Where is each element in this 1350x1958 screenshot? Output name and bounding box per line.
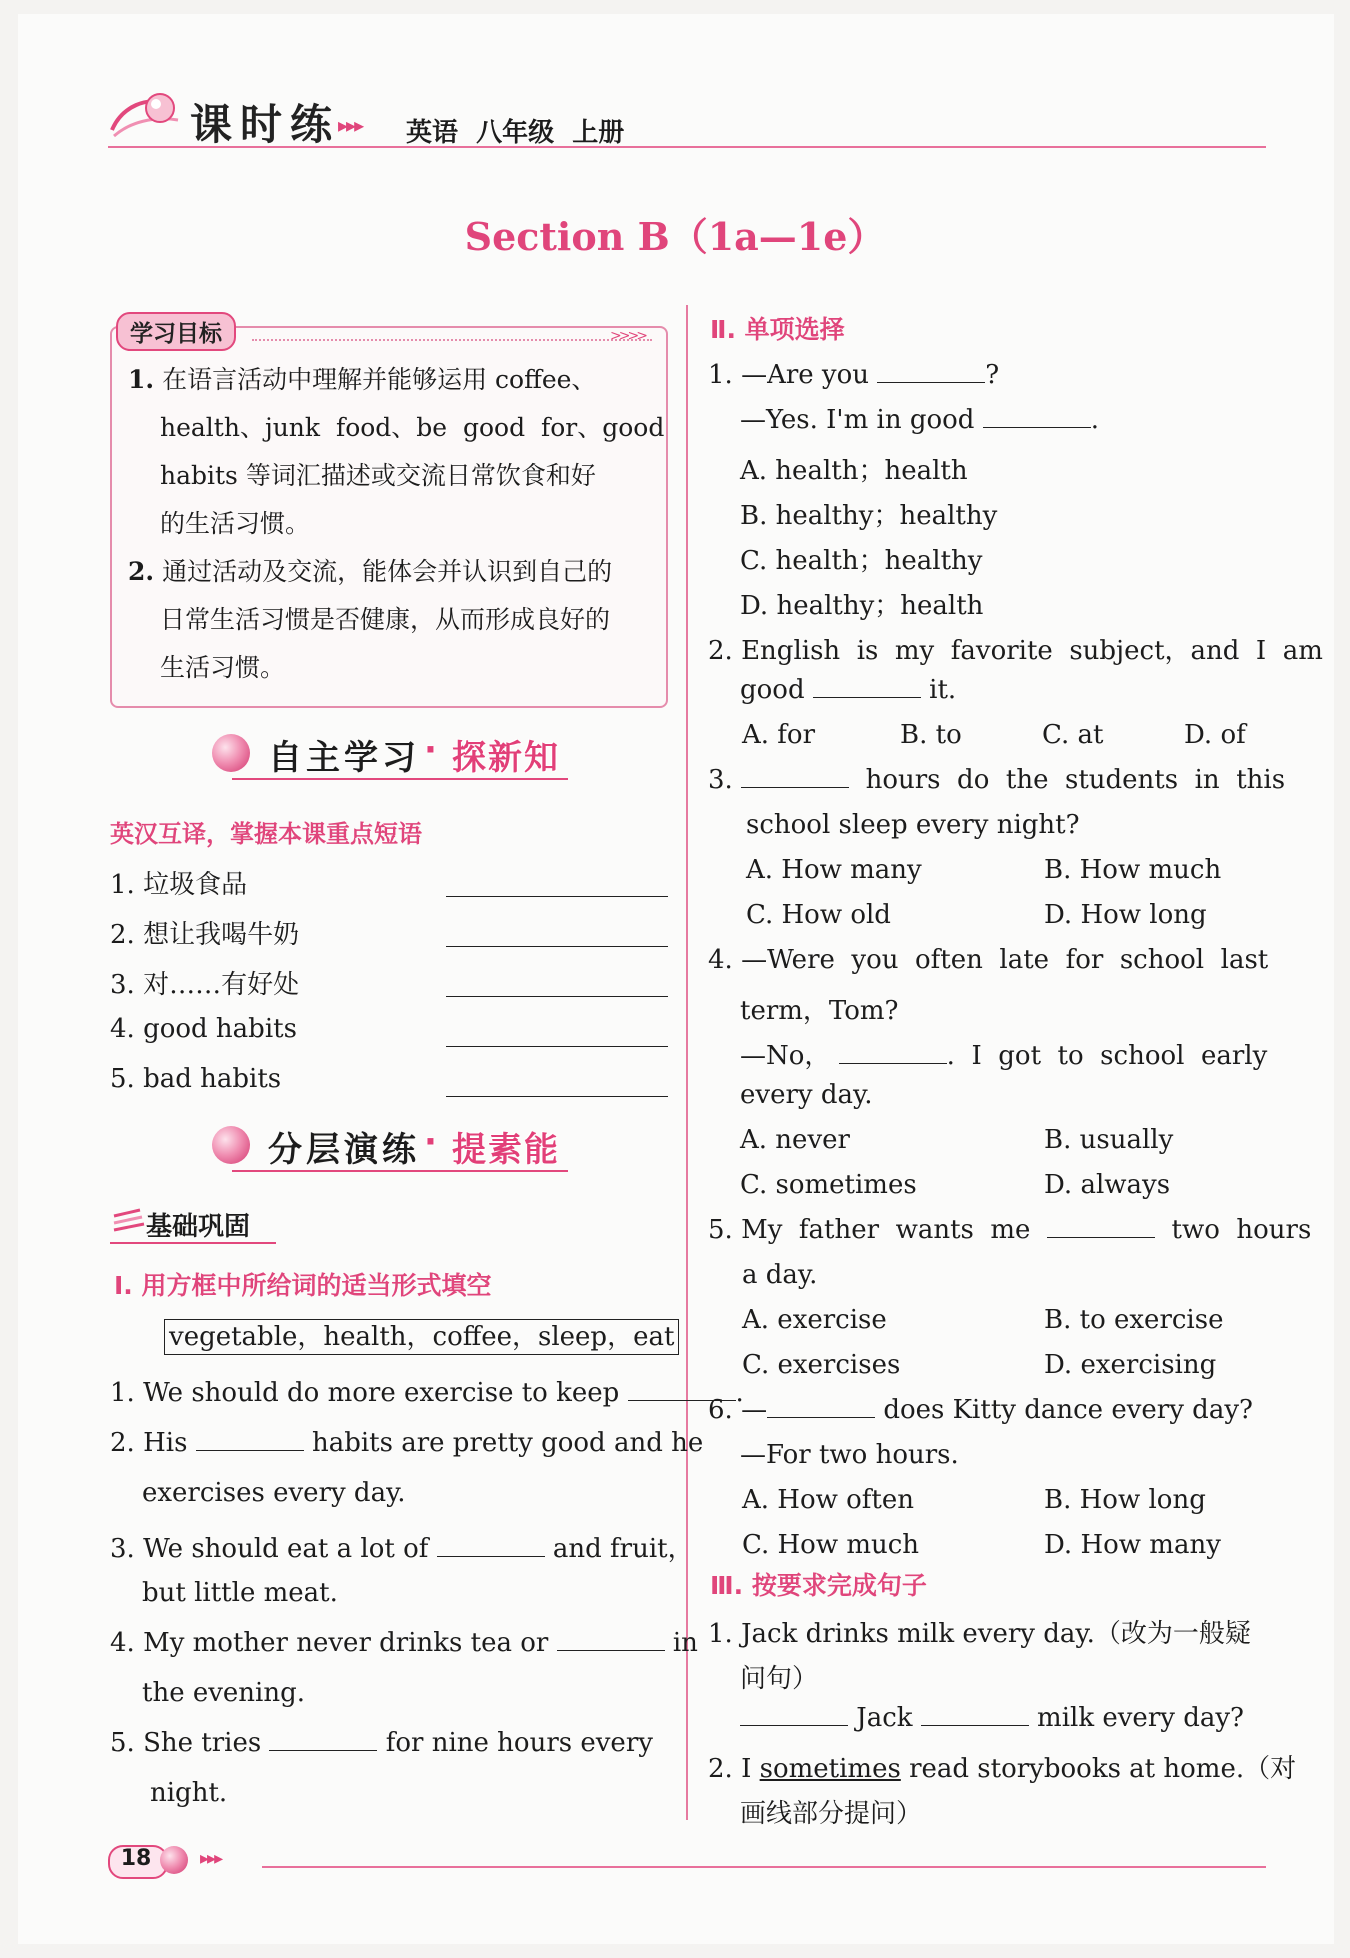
part3-question-2: 2. I sometimes read storybooks at home.（对 <box>708 1754 1297 1784</box>
option[interactable]: D. of <box>1184 720 1246 750</box>
header-subject: 英语 八年级 上册 <box>406 118 625 148</box>
option[interactable]: B. How much <box>1044 855 1222 885</box>
banner1-accent: 探新知 <box>452 738 560 778</box>
part2-question-6: 6. — does Kitty dance every day? <box>708 1395 1253 1425</box>
answer-blank[interactable] <box>813 696 921 698</box>
footer-arrows: ▸▸▸ <box>200 1848 222 1869</box>
header-title: 课时练 <box>190 100 341 149</box>
part3-heading: Ⅲ. 按要求完成句子 <box>710 1571 927 1600</box>
book-stack-icon <box>112 1206 146 1236</box>
part2-question-2-line2: good it. <box>740 675 957 705</box>
option[interactable]: C. How much <box>742 1530 920 1560</box>
word-box: vegetable，health，coffee，sleep，eat <box>164 1319 679 1355</box>
part1-question-3: 3. We should eat a lot of and fruit， <box>110 1534 694 1564</box>
objective-line: habits 等词汇描述或交流日常饮食和好 <box>160 461 596 490</box>
header-logo-icon <box>108 86 188 142</box>
part1-question-2-cont: exercises every day. <box>142 1478 406 1508</box>
part2-question-6-line2: —For two hours. <box>740 1440 959 1470</box>
option[interactable]: C. at <box>1042 720 1104 750</box>
option[interactable]: D. always <box>1044 1170 1171 1200</box>
phrase-item: 5. bad habits <box>110 1064 282 1094</box>
option[interactable]: D. How many <box>1044 1530 1221 1560</box>
option[interactable]: A. for <box>742 720 816 750</box>
header-arrows: ▸▸▸ <box>338 113 363 137</box>
part1-heading: Ⅰ. 用方框中所给词的适当形式填空 <box>114 1271 492 1300</box>
banner2-accent: 提素能 <box>452 1130 560 1170</box>
phrase-answer-line[interactable] <box>446 894 668 897</box>
option[interactable]: C. exercises <box>742 1350 901 1380</box>
banner-ball-icon <box>212 1126 250 1164</box>
phrase-item: 4. good habits <box>110 1014 297 1044</box>
answer-blank[interactable] <box>1047 1236 1155 1238</box>
basics-underline <box>110 1242 276 1244</box>
option[interactable]: C. How old <box>746 900 891 930</box>
part1-question-3-cont: but little meat. <box>142 1578 338 1608</box>
answer-blank[interactable] <box>740 1724 848 1726</box>
part2-question-4-line4: every day. <box>740 1080 873 1110</box>
answer-blank[interactable] <box>839 1062 947 1064</box>
objectives-arrow-icon: >>>> <box>610 328 645 344</box>
part2-question-3: 3. hours do the students in this <box>708 765 1286 795</box>
banner2-underline <box>232 1170 568 1172</box>
option[interactable]: A. health；health <box>740 456 968 486</box>
option[interactable]: B. to exercise <box>1044 1305 1224 1335</box>
answer-blank[interactable] <box>269 1749 377 1751</box>
option[interactable]: D. How long <box>1044 900 1207 930</box>
banner1-dot: · <box>424 730 439 770</box>
part2-question-4-line2: term，Tom? <box>740 996 899 1026</box>
answer-blank[interactable] <box>741 786 849 788</box>
part3-question-2-line2: 画线部分提问） <box>740 1799 923 1829</box>
answer-blank[interactable] <box>921 1724 1029 1726</box>
phrase-answer-line[interactable] <box>446 1094 668 1097</box>
part1-question-4-cont: the evening. <box>142 1678 306 1708</box>
answer-blank[interactable] <box>437 1555 545 1557</box>
objective-line: 1. 在语言活动中理解并能够运用 coffee、 <box>128 365 597 394</box>
answer-blank[interactable] <box>767 1416 875 1418</box>
option[interactable]: C. health；healthy <box>740 546 983 576</box>
answer-blank[interactable] <box>983 426 1091 428</box>
answer-blank[interactable] <box>196 1449 304 1451</box>
answer-blank[interactable] <box>557 1649 665 1651</box>
option[interactable]: D. exercising <box>1044 1350 1217 1380</box>
objectives-dotted-rule <box>252 339 652 341</box>
section-title: Section B（1a—1e） <box>464 214 886 259</box>
part1-question-4: 4. My mother never drinks tea or in <box>110 1628 698 1658</box>
footer-ball-icon <box>160 1846 188 1874</box>
option[interactable]: A. never <box>740 1125 850 1155</box>
option[interactable]: B. to <box>900 720 962 750</box>
part3-question-1: 1. Jack drinks milk every day.（改为一般疑 <box>708 1619 1251 1649</box>
phrase-item: 1. 垃圾食品 <box>110 870 248 900</box>
part3-question-1-line2: 问句） <box>740 1664 819 1694</box>
part2-question-4-line3: —No， . I got to school early <box>740 1041 1268 1071</box>
column-divider <box>686 305 688 1820</box>
part3-question-1-line3: Jack milk every day? <box>740 1703 1244 1733</box>
objective-line: 的生活习惯。 <box>160 509 311 538</box>
option[interactable]: A. How often <box>742 1485 915 1515</box>
part2-question-2: 2. English is my favorite subject，and I am <box>708 636 1323 666</box>
objective-line: 日常生活习惯是否健康，从而形成良好的 <box>160 605 611 634</box>
option[interactable]: D. healthy；health <box>740 591 984 621</box>
option[interactable]: B. How long <box>1044 1485 1206 1515</box>
option[interactable]: A. exercise <box>742 1305 887 1335</box>
banner1-underline <box>232 778 568 780</box>
part1-question-1: 1. We should do more exercise to keep . <box>110 1378 744 1408</box>
page-number: 18 <box>120 1846 152 1871</box>
part2-heading: Ⅱ. 单项选择 <box>710 315 845 344</box>
banner-ball-icon <box>212 734 250 772</box>
header-rule <box>108 146 1266 148</box>
footer-rule <box>262 1866 1266 1868</box>
objective-line: 生活习惯。 <box>160 653 286 682</box>
option[interactable]: B. healthy；healthy <box>740 501 998 531</box>
phrase-answer-line[interactable] <box>446 1044 668 1047</box>
phrase-heading: 英汉互译，掌握本课重点短语 <box>110 820 422 848</box>
objective-line: 2. 通过活动及交流，能体会并认识到自己的 <box>128 557 613 586</box>
part1-question-2: 2. His habits are pretty good and he <box>110 1428 704 1458</box>
part2-question-5: 5. My father wants me two hours <box>708 1215 1312 1245</box>
banner2-dot: · <box>424 1122 439 1162</box>
part2-question-1: 1. —Are you ? <box>708 360 1000 390</box>
part2-question-1-line2: —Yes. I'm in good . <box>740 405 1099 435</box>
phrase-answer-line[interactable] <box>446 944 668 947</box>
part1-question-5: 5. She tries for nine hours every <box>110 1728 653 1758</box>
option[interactable]: B. usually <box>1044 1125 1174 1155</box>
objective-line: health、junk food、be good for、good <box>160 413 665 442</box>
option[interactable]: C. sometimes <box>740 1170 917 1200</box>
part2-question-5-line2: a day. <box>742 1260 818 1290</box>
part1-question-5-cont: night. <box>150 1778 228 1808</box>
phrase-item: 2. 想让我喝牛奶 <box>110 920 300 950</box>
part2-question-4: 4. —Were you often late for school last <box>708 945 1269 975</box>
answer-blank[interactable] <box>877 381 985 383</box>
phrase-answer-line[interactable] <box>446 994 668 997</box>
underlined-word: sometimes <box>759 1754 901 1784</box>
objectives-tag: 学习目标 <box>116 312 236 351</box>
option[interactable]: A. How many <box>746 855 922 885</box>
part2-question-3-line2: school sleep every night? <box>746 810 1080 840</box>
banner1-main: 自主学习 <box>268 738 420 778</box>
banner2-main: 分层演练 <box>268 1130 420 1170</box>
phrase-item: 3. 对……有好处 <box>110 970 300 1000</box>
basics-heading: 基础巩固 <box>146 1212 251 1242</box>
